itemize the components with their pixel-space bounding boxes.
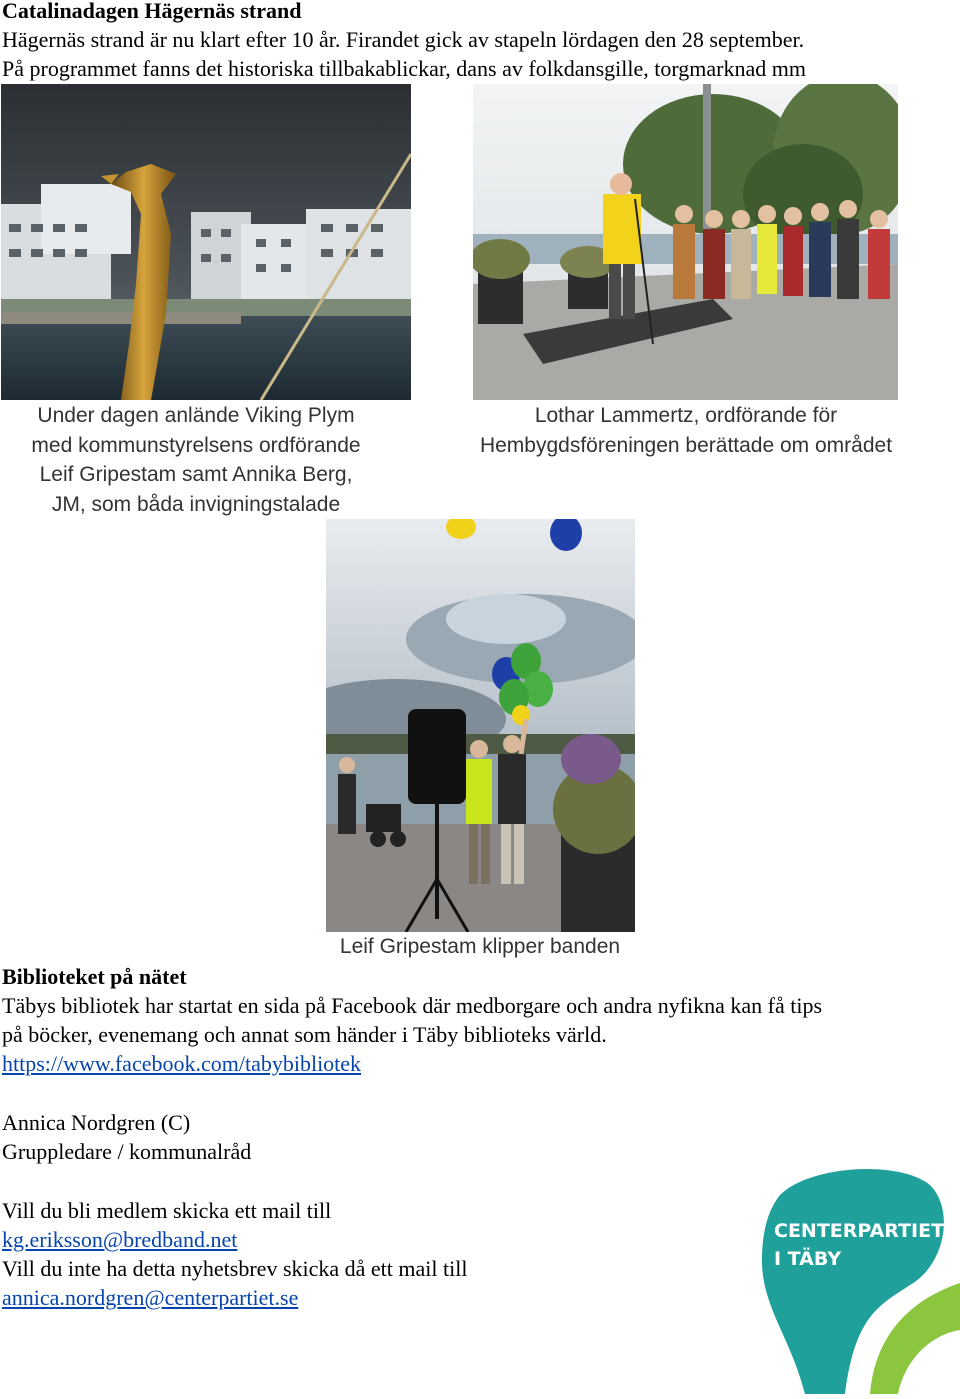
photo-speaker-stage bbox=[473, 84, 898, 400]
caption-balloons: Leif Gripestam klipper banden bbox=[339, 935, 621, 958]
article-body-line-1: Hägernäs strand är nu klart efter 10 år. Firandet gick av stapeln lördagen den 28 september. bbox=[2, 27, 805, 52]
caption-line: Hembygdsföreningen berättade om området bbox=[479, 433, 893, 457]
photo-viking-ship bbox=[1, 84, 411, 400]
caption-line: Leif Gripestam samt Annika Berg, bbox=[39, 463, 353, 486]
unsubscribe-email-link[interactable]: annica.nordgren@centerpartiet.se bbox=[2, 1285, 299, 1310]
caption-line: JM, som båda invigningstalade bbox=[51, 492, 341, 516]
article-body-line-2: På programmet fanns det historiska tillbakablickar, dans av folkdansgille, torgmarknad mm bbox=[2, 56, 806, 81]
caption-line: Under dagen anlände Viking Plym bbox=[37, 404, 355, 427]
article-title-biblioteket: Biblioteket på nätet bbox=[2, 964, 187, 989]
centerpartiet-logo bbox=[760, 1165, 960, 1394]
article-title-catalinadagen: Catalinadagen Hägernäs strand bbox=[2, 0, 302, 23]
logo-text-line1: CENTERPARTIET bbox=[774, 1220, 945, 1242]
article2-body-line-1: Täbys bibliotek har startat en sida på Facebook där medborgare och andra nyfikna kan få tips bbox=[2, 993, 823, 1018]
facebook-link[interactable]: https://www.facebook.com/tabybibliotek bbox=[2, 1051, 362, 1076]
signature-name: Annica Nordgren (C) bbox=[2, 1110, 191, 1135]
join-email-link[interactable]: kg.eriksson@bredband.net bbox=[2, 1227, 238, 1252]
caption-viking-ship bbox=[6, 401, 386, 519]
caption-speaker bbox=[446, 401, 926, 460]
article2-body-line-2: på böcker, evenemang och annat som händer i Täby biblioteks värld. bbox=[2, 1022, 607, 1047]
caption-line: med kommunstyrelsens ordförande bbox=[31, 433, 361, 457]
photo-balloons-ribbon bbox=[326, 519, 635, 932]
logo-text-line2: I TÄBY bbox=[774, 1248, 842, 1270]
caption-line: Lothar Lammertz, ordförande för bbox=[534, 404, 838, 427]
logo-teal-shape bbox=[762, 1169, 944, 1394]
unsubscribe-text: Vill du inte ha detta nyhetsbrev skicka då ett mail till bbox=[2, 1256, 468, 1281]
join-text: Vill du bli medlem skicka ett mail till bbox=[2, 1198, 332, 1223]
signature-role: Gruppledare / kommunalråd bbox=[2, 1139, 252, 1164]
